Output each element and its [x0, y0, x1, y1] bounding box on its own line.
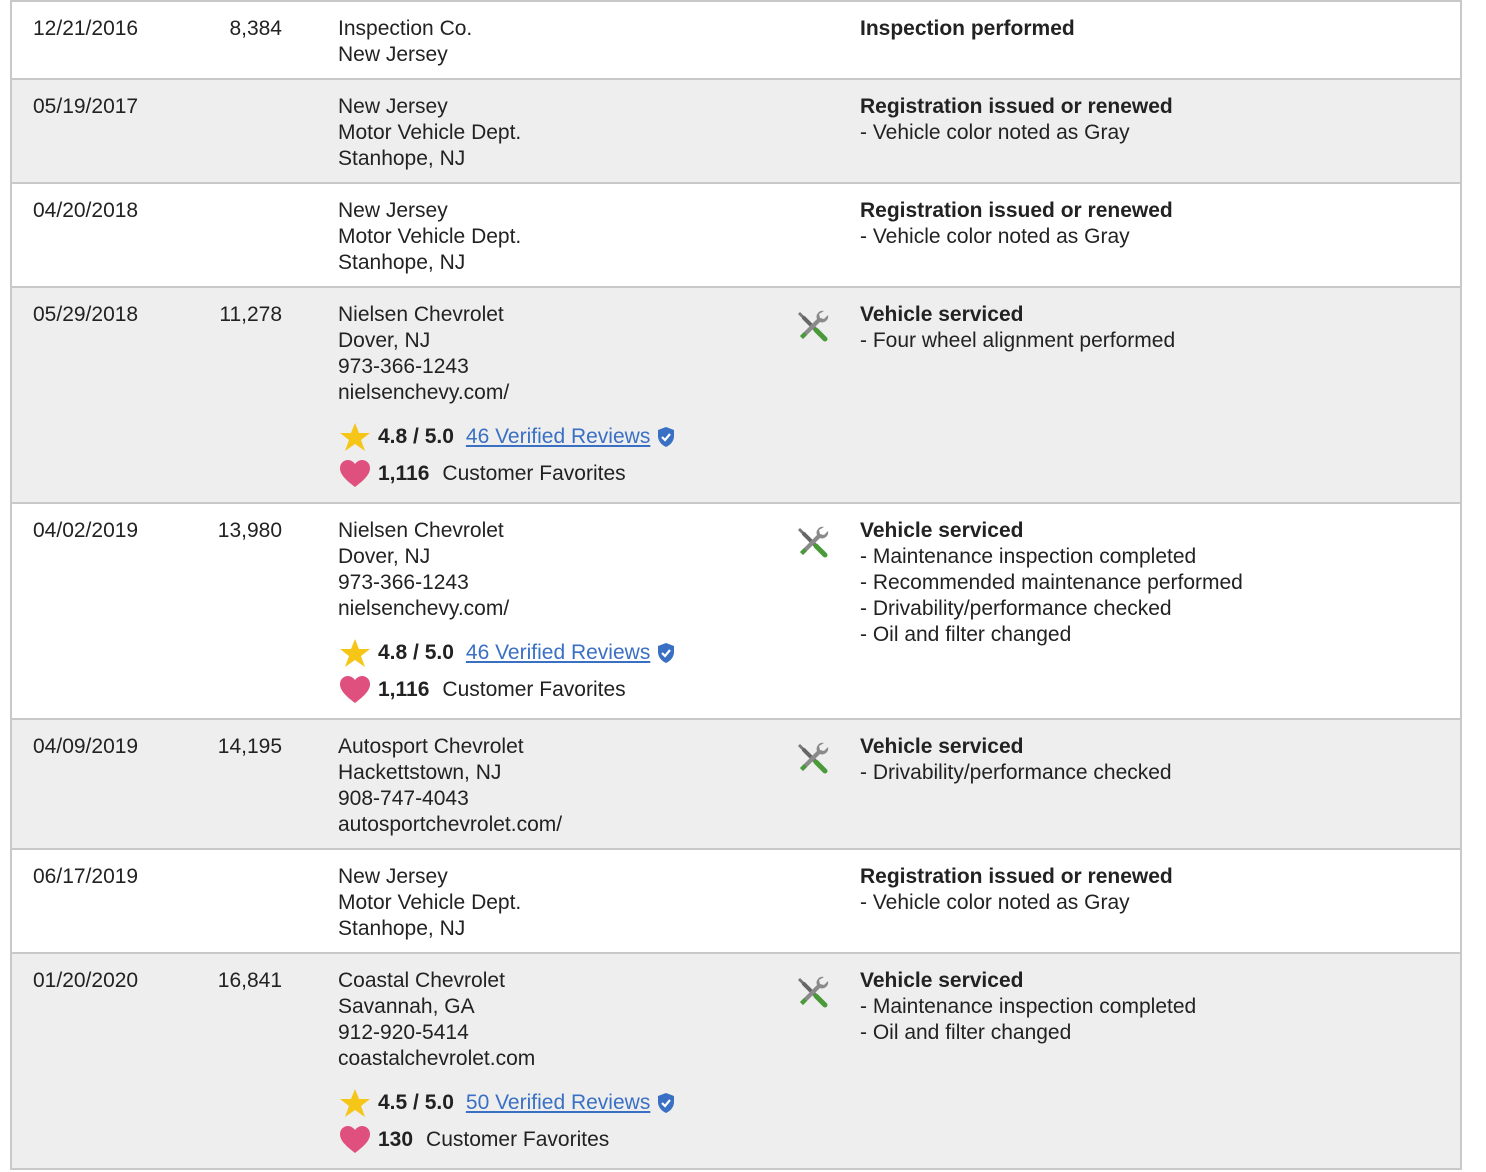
record-details — [860, 968, 1196, 1046]
record-source — [338, 864, 521, 942]
record-title: Vehicle serviced — [860, 519, 1024, 542]
record-title: Registration issued or renewed — [860, 865, 1173, 888]
favorites-row — [338, 1125, 676, 1155]
favorites-count: 1,116 — [378, 462, 430, 485]
source-line: autosportchevrolet.com/ — [338, 813, 563, 836]
rating-score: 4.8 / 5.0 — [378, 425, 454, 448]
source-line: Coastal Chevrolet — [338, 969, 505, 992]
source-line: Nielsen Chevrolet — [338, 519, 504, 542]
source-line: New Jersey — [338, 43, 448, 66]
record-date: 04/02/2019 — [33, 519, 139, 542]
source-line: Hackettstown, NJ — [338, 761, 502, 784]
record-date: 06/17/2019 — [33, 865, 139, 888]
record-details — [860, 198, 1173, 250]
source-line: Stanhope, NJ — [338, 251, 466, 274]
rating-score: 4.5 / 5.0 — [378, 1091, 454, 1114]
detail-line: - Drivability/performance checked — [860, 597, 1172, 620]
table-row — [12, 720, 1460, 850]
heart-icon — [338, 675, 372, 705]
source-line: Nielsen Chevrolet — [338, 303, 504, 326]
source-line: 912-920-5414 — [338, 1021, 469, 1044]
table-row — [12, 504, 1460, 720]
detail-line: - Oil and filter changed — [860, 1021, 1072, 1044]
rating-row — [338, 422, 676, 452]
star-icon — [338, 422, 372, 452]
record-date: 05/29/2018 — [33, 303, 139, 326]
source-line: 908-747-4043 — [338, 787, 469, 810]
vehicle-history-table — [10, 0, 1462, 1170]
wrench-screwdriver-icon — [794, 740, 830, 776]
heart-icon — [338, 459, 372, 489]
detail-line: - Vehicle color noted as Gray — [860, 121, 1130, 144]
record-date: 04/09/2019 — [33, 735, 139, 758]
source-line: Stanhope, NJ — [338, 147, 466, 170]
record-source — [338, 518, 676, 705]
source-line: Dover, NJ — [338, 329, 431, 352]
source-line: 973-366-1243 — [338, 355, 469, 378]
record-mileage: 14,195 — [217, 735, 282, 758]
verified-shield-icon — [656, 642, 676, 664]
verified-reviews-link[interactable]: 50 Verified Reviews — [465, 1091, 651, 1114]
source-line: 973-366-1243 — [338, 571, 469, 594]
record-source — [338, 734, 562, 838]
wrench-screwdriver-icon — [794, 974, 830, 1010]
detail-line: - Drivability/performance checked — [860, 761, 1172, 784]
detail-line: - Four wheel alignment performed — [860, 329, 1176, 352]
verified-reviews-link[interactable]: 46 Verified Reviews — [465, 425, 651, 448]
detail-line: - Vehicle color noted as Gray — [860, 891, 1130, 914]
source-line: New Jersey — [338, 95, 448, 118]
record-details — [860, 864, 1173, 916]
record-title: Registration issued or renewed — [860, 199, 1173, 222]
record-details — [860, 518, 1243, 648]
rating-row — [338, 1088, 676, 1118]
rating-score: 4.8 / 5.0 — [378, 641, 454, 664]
table-row — [12, 80, 1460, 184]
favorites-label: Customer Favorites — [442, 462, 626, 485]
source-line: Autosport Chevrolet — [338, 735, 524, 758]
record-details — [860, 94, 1173, 146]
record-details — [860, 734, 1172, 786]
record-mileage: 13,980 — [217, 519, 282, 542]
verified-shield-icon — [656, 426, 676, 448]
record-date: 04/20/2018 — [33, 199, 139, 222]
record-title: Vehicle serviced — [860, 735, 1024, 758]
detail-line: - Recommended maintenance performed — [860, 571, 1243, 594]
record-date: 05/19/2017 — [33, 95, 139, 118]
favorites-label: Customer Favorites — [442, 678, 626, 701]
detail-line: - Maintenance inspection completed — [860, 995, 1197, 1018]
record-date: 12/21/2016 — [33, 17, 139, 40]
source-line: Inspection Co. — [338, 17, 473, 40]
record-mileage: 11,278 — [219, 303, 282, 326]
record-source — [338, 302, 676, 489]
record-title: Vehicle serviced — [860, 969, 1024, 992]
favorites-row — [338, 675, 676, 705]
detail-line: - Vehicle color noted as Gray — [860, 225, 1130, 248]
favorites-count: 1,116 — [378, 678, 430, 701]
record-title: Registration issued or renewed — [860, 95, 1173, 118]
source-line: Stanhope, NJ — [338, 917, 466, 940]
favorites-label: Customer Favorites — [426, 1128, 610, 1151]
source-line: nielsenchevy.com/ — [338, 597, 510, 620]
table-row — [12, 0, 1460, 80]
record-source — [338, 16, 472, 68]
verified-reviews-link[interactable]: 46 Verified Reviews — [465, 641, 651, 664]
table-row — [12, 954, 1460, 1170]
record-title: Inspection performed — [860, 17, 1075, 40]
record-source — [338, 94, 521, 172]
rating-row — [338, 638, 676, 668]
detail-line: - Oil and filter changed — [860, 623, 1072, 646]
record-source — [338, 968, 676, 1155]
wrench-screwdriver-icon — [794, 308, 830, 344]
favorites-row — [338, 459, 676, 489]
record-details — [860, 302, 1175, 354]
record-title: Vehicle serviced — [860, 303, 1024, 326]
record-mileage: 16,841 — [217, 969, 282, 992]
source-line: Motor Vehicle Dept. — [338, 225, 522, 248]
table-row — [12, 288, 1460, 504]
star-icon — [338, 638, 372, 668]
source-line: New Jersey — [338, 199, 448, 222]
source-line: Motor Vehicle Dept. — [338, 891, 522, 914]
table-row — [12, 850, 1460, 954]
favorites-count: 130 — [378, 1128, 414, 1151]
detail-line: - Maintenance inspection completed — [860, 545, 1197, 568]
table-row — [12, 184, 1460, 288]
record-details — [860, 16, 1075, 42]
star-icon — [338, 1088, 372, 1118]
source-line: Dover, NJ — [338, 545, 431, 568]
record-mileage: 8,384 — [229, 17, 282, 40]
source-line: Savannah, GA — [338, 995, 475, 1018]
wrench-screwdriver-icon — [794, 524, 830, 560]
record-source — [338, 198, 521, 276]
source-line: nielsenchevy.com/ — [338, 381, 510, 404]
source-line: coastalchevrolet.com — [338, 1047, 536, 1070]
source-line: Motor Vehicle Dept. — [338, 121, 522, 144]
source-line: New Jersey — [338, 865, 448, 888]
record-date: 01/20/2020 — [33, 969, 139, 992]
heart-icon — [338, 1125, 372, 1155]
verified-shield-icon — [656, 1092, 676, 1114]
